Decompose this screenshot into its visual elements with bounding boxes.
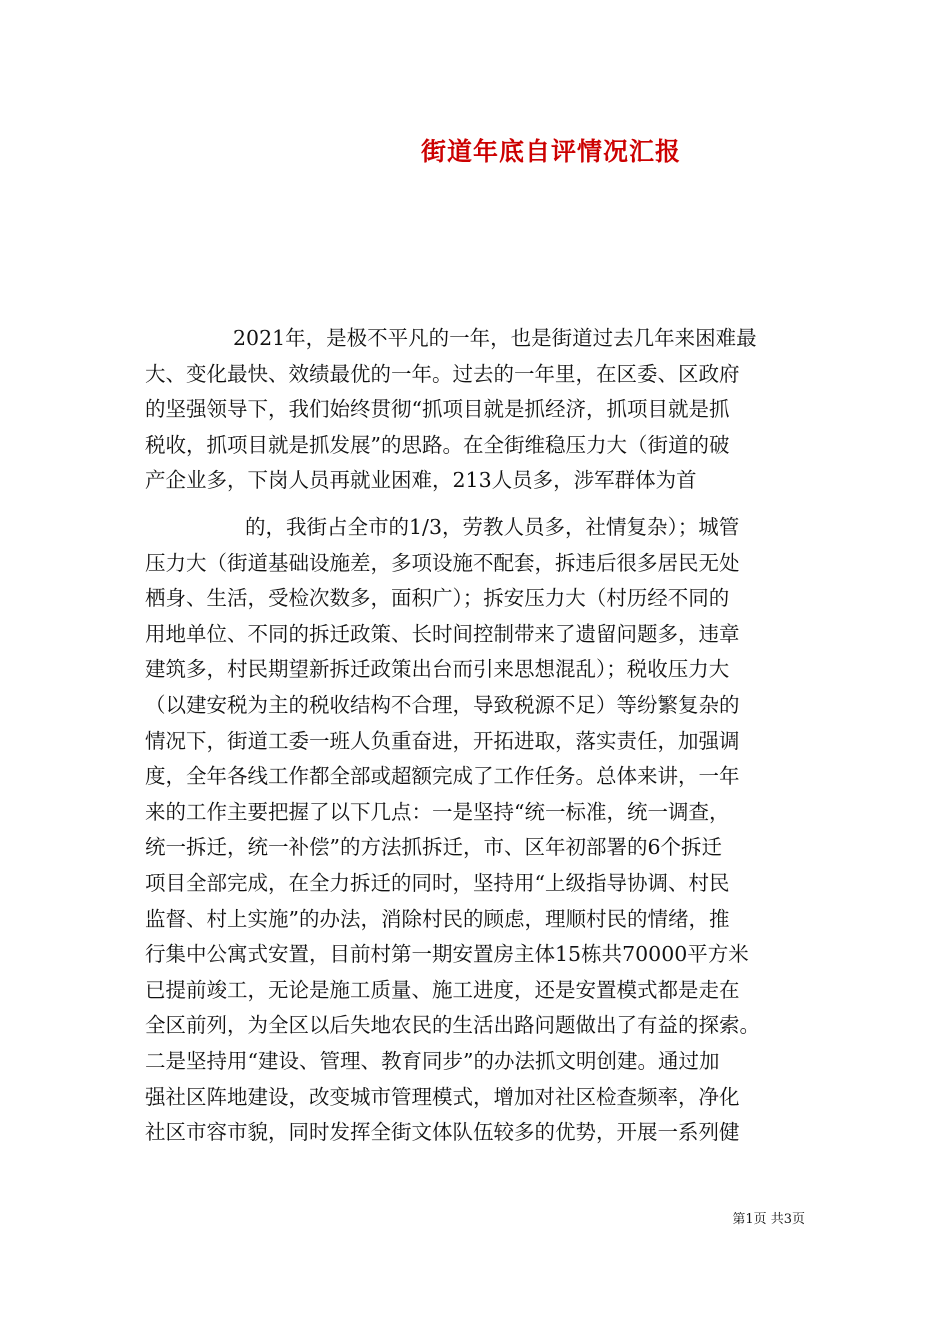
paragraph-1-line: 产企业多，下岗人员再就业困难，213人员多，涉军群体为首 <box>145 468 697 493</box>
paragraph-2-line: 项目全部完成，在全力拆迁的同时，坚持用“上级指导协调、村民 <box>145 870 730 895</box>
paragraph-2-line: 已提前竣工，无论是施工质量、施工进度，还是安置模式都是走在 <box>145 977 740 1002</box>
paragraph-2-line: 社区市容市貌，同时发挥全街文体队伍较多的优势，开展一系列健 <box>145 1120 740 1145</box>
paragraph-1-line: 大、变化最快、效绩最优的一年。过去的一年里，在区委、区政府 <box>145 361 740 386</box>
paragraph-2-line: 栖身、生活，受检次数多，面积广）；拆安压力大（村历经不同的 <box>145 586 730 611</box>
paragraph-2-line: 统一拆迁，统一补偿”的方法抓拆迁，市、区年初部署的6个拆迁 <box>145 835 723 860</box>
paragraph-1-line: 2021年，是极不平凡的一年，也是街道过去几年来困难最 <box>233 326 757 350</box>
paragraph-1-line: 税收，抓项目就是抓发展”的思路。在全街维稳压力大（街道的破 <box>145 432 730 457</box>
paragraph-2-line: 行集中公寓式安置，目前村第一期安置房主体15栋共70000平方米 <box>145 942 749 967</box>
paragraph-2-line: 监督、村上实施”的办法，消除村民的顾虑，理顺村民的情绪，推 <box>145 906 730 931</box>
paragraph-2-line: （以建安税为主的税收结构不合理，导致税源不足）等纷繁复杂的 <box>145 692 740 717</box>
paragraph-2-line: 来的工作主要把握了以下几点：一是坚持“统一标准，统一调查， <box>145 799 730 824</box>
paragraph-2 <box>145 510 810 1151</box>
paragraph-2-line: 的，我街占全市的1/3，劳教人员多，社情复杂）；城管 <box>245 515 740 539</box>
paragraph-2-line: 压力大（街道基础设施差，多项设施不配套，拆违后很多居民无处 <box>145 550 740 575</box>
paragraph-2-line: 全区前列，为全区以后失地农民的生活出路问题做出了有益的探索。 <box>145 1013 760 1038</box>
paragraph-2-line: 情况下，街道工委一班人负重奋进，开拓进取，落实责任，加强调 <box>145 728 740 753</box>
page-number-footer: 第1页 共3页 <box>732 1212 805 1227</box>
paragraph-2-line: 建筑多，村民期望新拆迁政策出台而引来思想混乱）；税收压力大 <box>145 657 730 682</box>
paragraph-1-line: 的坚强领导下，我们始终贯彻“抓项目就是抓经济，抓项目就是抓 <box>145 397 730 422</box>
paragraph-2-line: 用地单位、不同的拆迁政策、长时间控制带来了遗留问题多，违章 <box>145 621 740 646</box>
paragraph-2-line: 强社区阵地建设，改变城市管理模式，增加对社区检查频率，净化 <box>145 1084 740 1109</box>
paragraph-2-line: 二是坚持用“建设、管理、教育同步”的办法抓文明创建。通过加 <box>145 1048 720 1073</box>
paragraph-1 <box>145 321 810 499</box>
document-title: 街道年底自评情况汇报 <box>420 137 681 166</box>
paragraph-2-line: 度，全年各线工作都全部或超额完成了工作任务。总体来讲，一年 <box>145 764 740 789</box>
